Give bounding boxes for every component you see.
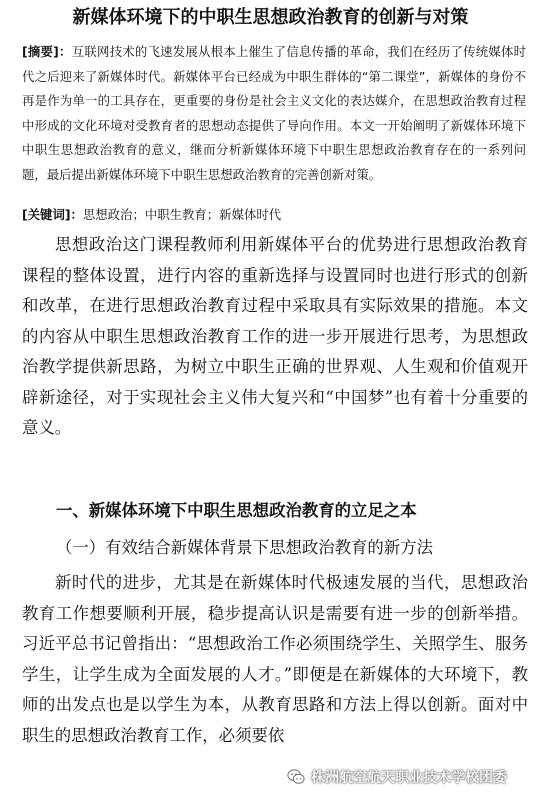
wechat-icon (287, 768, 305, 786)
subsection-heading: （一）有效结合新媒体背景下思想政治教育的新方法 (56, 538, 433, 557)
abstract-label: [摘要]： (22, 44, 72, 59)
section-heading: 一、新媒体环境下中职生思想政治教育的立足之本 (56, 501, 417, 520)
abstract-text: 互联网技术的飞速发展从根本上催生了信息传播的革命，我们在经历了传统媒体时代之后迎来了新媒体时代。新媒体平台已经成为中职生群体的“第二课堂”，新媒体的身份不再是作为单一的工具存在，更重要的身份是社会主义文化的表达媒介，在思想政治教育过程中形成的文化环境对受教育者的思想动态提供了导向作用。本文一开始阐明了新媒体环境下中职生思想政治教育的意义，继而分析新媒体环境下中职生思想政治教育存在的一系列问题，最后提出新媒体环境下中职生思想政治教育的完善创新对策。 (22, 44, 527, 182)
keywords (22, 203, 526, 227)
keywords-text: 思想政治；中职生教育；新媒体时代 (82, 207, 282, 222)
watermark (283, 762, 541, 792)
paper-title: 新媒体环境下的中职生思想政治教育的创新与对策 (72, 7, 469, 28)
body-paragraph-1: 思想政治这门课程教师利用新媒体平台的优势进行思想政治教育课程的整体设置，进行内容的重新选择与设置同时也进行形式的创新和改革，在进行思想政治教育过程中采取具有实际效果的措施。本文的内容从中职生思想政治教育工作的进一步开展进行思考，为思想政治教学提供新思路，为树立中职生正确的世界观、人生观和价值观开辟新途径，对于实现社会主义伟大复兴和“中国梦”也有着十分重要的意义。 (22, 235, 528, 437)
watermark-text: 株洲航空航天职业技术学校团委 (311, 770, 507, 786)
keywords-label: [关键词]： (22, 207, 83, 222)
abstract (22, 40, 526, 187)
body-paragraph-2: 新时代的进步，尤其是在新媒体时代极速发展的当代，思想政治教育工作想要顺利开展，稳步提高认识是需要有进一步的创新举措。习近平总书记曾指出：“思想政治工作必须围绕学生、关照学生、服务学生，让学生成为全面发展的人才。”即便是在新媒体的大环境下，教师的出发点也是以学生为本，从教育思路和方法上得以创新。面对中职生的思想政治教育工作，必须要依 (22, 573, 528, 745)
